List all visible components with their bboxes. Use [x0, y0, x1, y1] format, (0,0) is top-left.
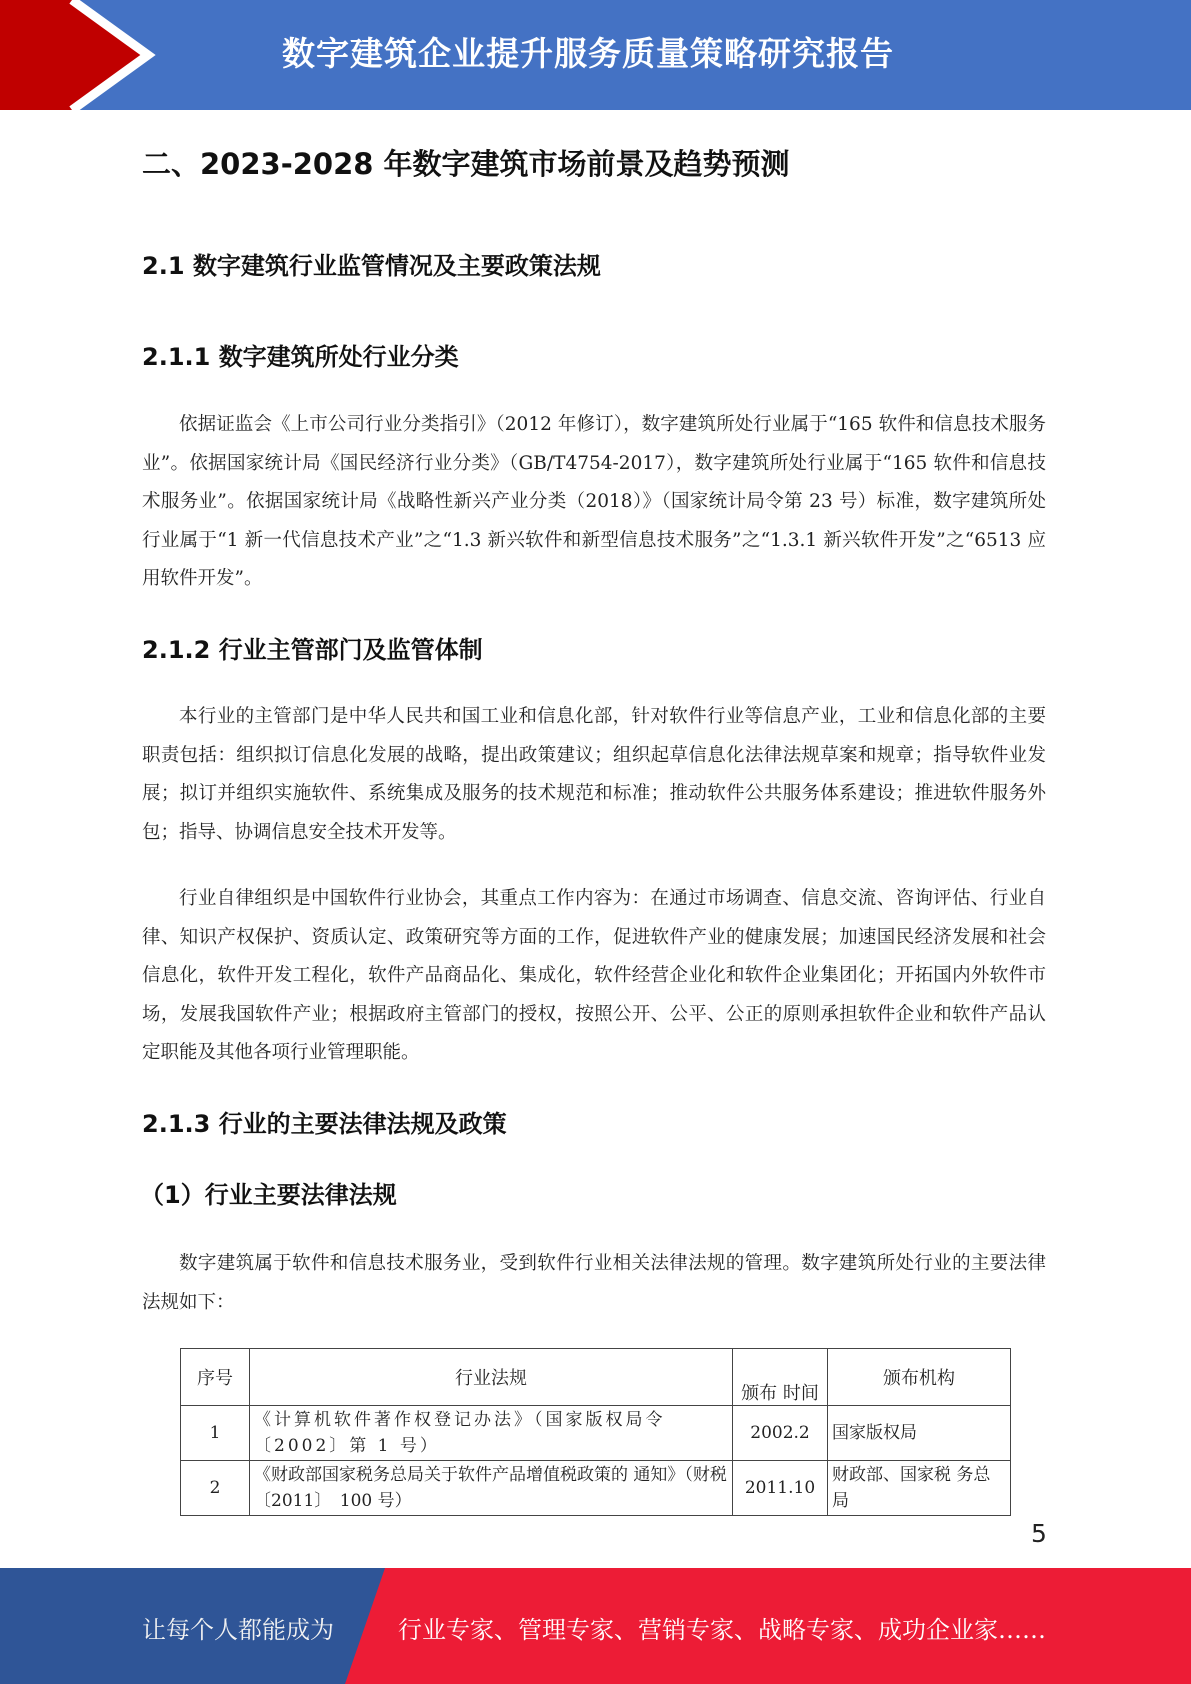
header-law: 行业法规 [250, 1349, 733, 1406]
paragraph-authority: 本行业的主管部门是中华人民共和国工业和信息化部，针对软件行业等信息产业，工业和信息化部的主要职责包括：组织拟订信息化发展的战略，提出政策建议；组织起草信息化法律法规草案和规章；指导软件业发展；拟订并组织实施软件、系统集成及服务的技术规范和标准；推动软件公共服务体系建设；推进软件服务外包；指导、协调信息安全技术开发等。 [142, 706, 1046, 843]
section-heading-2-1: 2.1 数字建筑行业监管情况及主要政策法规 [142, 252, 601, 280]
cell-date: 2011.10 [733, 1461, 828, 1516]
cell-date: 2002.2 [733, 1406, 828, 1461]
page-header [0, 0, 1191, 110]
table-row [181, 1461, 1011, 1516]
table-header-row [181, 1349, 1011, 1406]
paragraph-laws-intro: 数字建筑属于软件和信息技术服务业，受到软件行业相关法律法规的管理。数字建筑所处行业的主要法律法规如下： [142, 1253, 1046, 1313]
laws-table [180, 1348, 1011, 1516]
section-heading-2-1-2: 2.1.2 行业主管部门及监管体制 [142, 636, 483, 664]
cell-no: 2 [181, 1461, 250, 1516]
chapter-title: 二、2023-2028 年数字建筑市场前景及趋势预测 [142, 147, 790, 181]
cell-law: 《财政部国家税务总局关于软件产品增值税政策的 通知》（财税〔2011〕 100 号） [250, 1461, 733, 1516]
table-row [181, 1406, 1011, 1461]
report-title: 数字建筑企业提升服务质量策略研究报告 [282, 34, 894, 73]
page-footer [0, 1568, 1191, 1684]
paragraph-classification: 依据证监会《上市公司行业分类指引》（2012 年修订），数字建筑所处行业属于“165 软件和信息技术服务业”。依据国家统计局《国民经济行业分类》（GB/T4754-2017），数字建筑所处行业属于“165 软件和信息技术服务业”。依据国家统计局《战略性新兴产业分类（2018）》（国家统计局令第 23 号）标准，数字建筑所处行业属于“1 新一代信息技术产业”之“1.3 新兴软件和新型信息技术服务”之“1.3.1 新兴软件开发”之“6513 应用软件开发”。 [142, 414, 1046, 589]
page-number: 5 [1031, 1519, 1047, 1548]
paragraph-self-regulation: 行业自律组织是中国软件行业协会，其重点工作内容为：在通过市场调查、信息交流、咨询评估、行业自律、知识产权保护、资质认定、政策研究等方面的工作，促进软件产业的健康发展；加速国民经济发展和社会信息化，软件开发工程化，软件产品商品化、集成化，软件经营企业化和软件企业集团化；开拓国内外软件市场，发展我国软件产业；根据政府主管部门的授权，按照公开、公平、公正的原则承担软件企业和软件产品认定职能及其他各项行业管理职能。 [142, 888, 1046, 1063]
subsection-heading-laws: （1）行业主要法律法规 [140, 1181, 397, 1209]
cell-law: 《计算机软件著作权登记办法》（国家版权局令〔2002〕第 1 号） [250, 1406, 733, 1461]
cell-org: 国家版权局 [828, 1406, 1011, 1461]
header-org: 颁布机构 [828, 1349, 1011, 1406]
footer-slogan-right: 行业专家、管理专家、营销专家、战略专家、成功企业家…… [398, 1616, 1046, 1644]
header-date: 颁布 时间 [733, 1349, 828, 1406]
page-break-mask [170, 1516, 1030, 1546]
section-heading-2-1-1: 2.1.1 数字建筑所处行业分类 [142, 343, 459, 371]
chevron-decoration-icon [0, 0, 160, 110]
footer-slogan-left: 让每个人都能成为 [142, 1616, 334, 1644]
cell-no: 1 [181, 1406, 250, 1461]
header-no: 序号 [181, 1349, 250, 1406]
cell-org: 财政部、国家税 务总局 [828, 1461, 1011, 1516]
section-heading-2-1-3: 2.1.3 行业的主要法律法规及政策 [142, 1110, 507, 1138]
